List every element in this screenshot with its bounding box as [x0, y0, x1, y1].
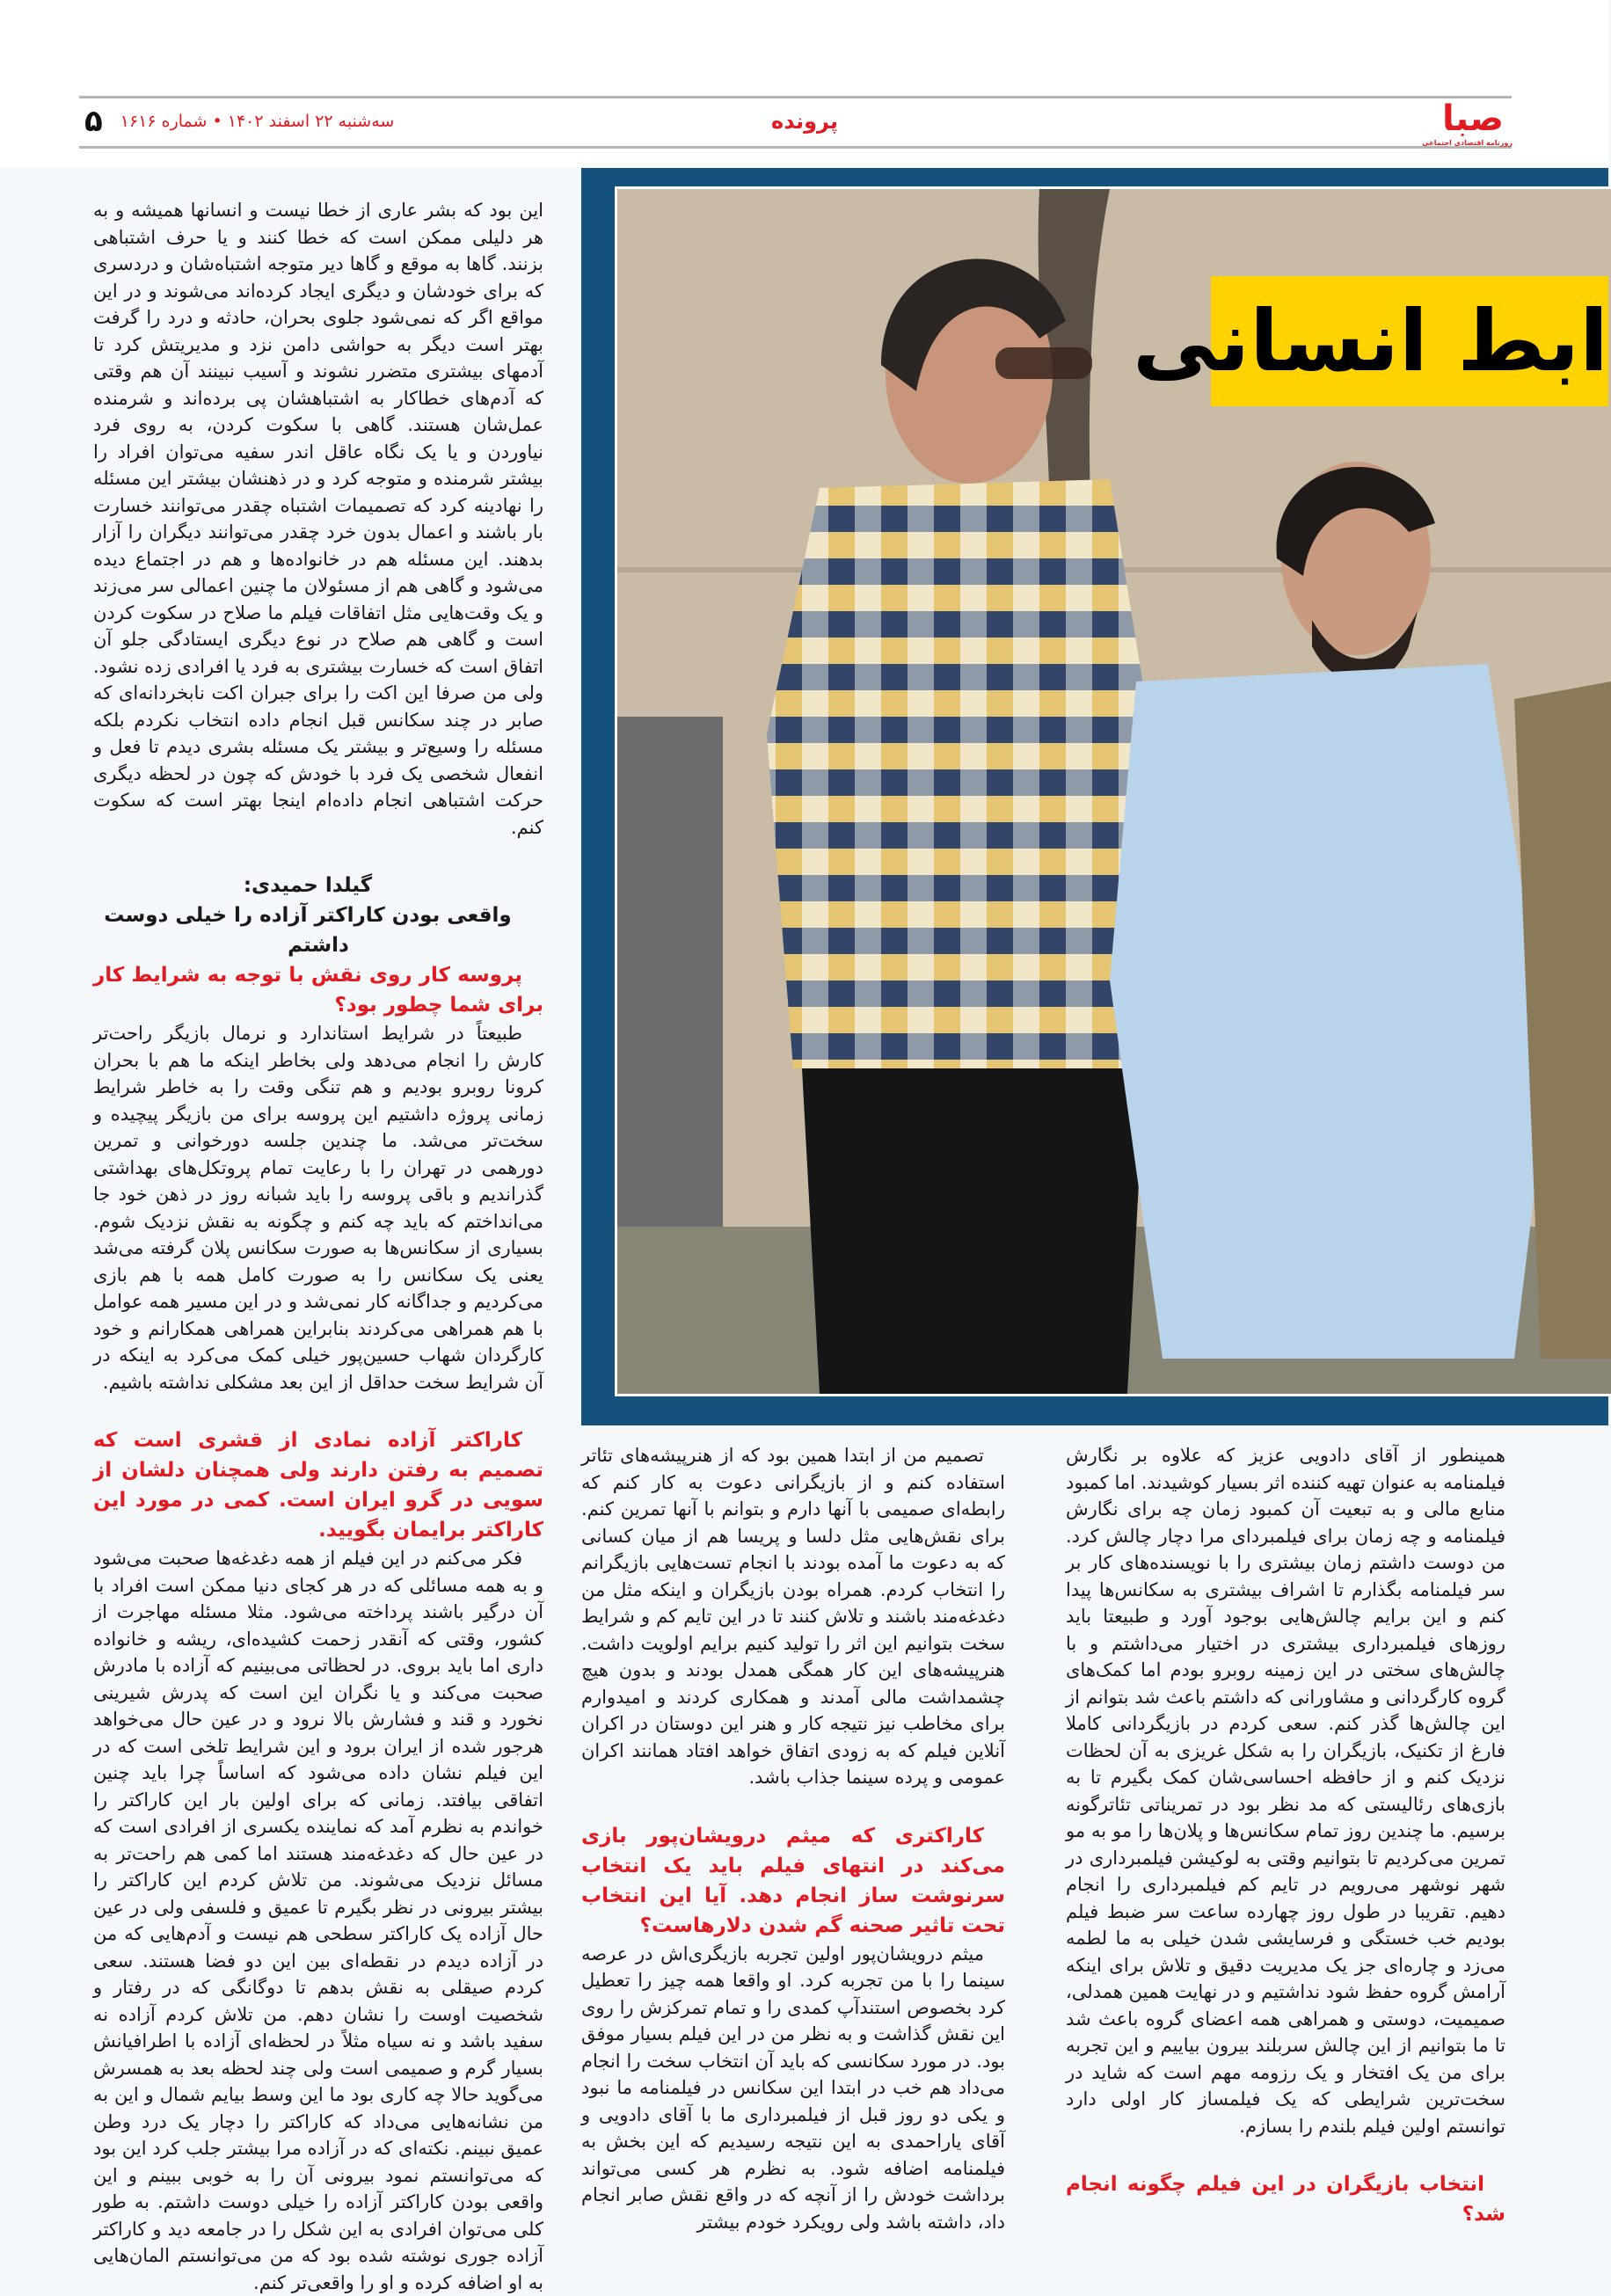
left-column	[93, 197, 543, 2296]
question: پروسه کار روی نقش با توجه به شرایط کار برای شما چطور بود؟	[93, 964, 543, 1017]
question: انتخاب بازیگران در این فیلم چگونه انجام شد؟	[1066, 2173, 1505, 2226]
divider	[79, 146, 1512, 149]
paragraph: فکر می‌کنم در این فیلم از همه دغدغه‌ها صحبت می‌شود و به همه مسائلی که در هر کجای دنیا ممکن است افراد با آن درگیر باشند پرداخته می‌شود. مثلا مسئله مهاجرت از کشور، وقتی که آنقدر زحمت کشیده‌ای، ریشه و خانواده داری اما باید بروی. در لحظاتی می‌بینیم که آزاده با مادرش صحبت می‌کند و یا نگران این است که پدرش شیرینی نخورد و قند و فشارش بالا نرود و در عین حال می‌خواهد هرجور شده از ایران برود و این شرایط تلخی است که در این فیلم نشان داده می‌شود که اساساً چرا باید چنین اتفاقی بیافتد. زمانی که برای اولین بار این کاراکتر را خواندم به نظرم آمد که نماینده یکسری از افرادی است که در عین حال که دغدغه‌مند هستند اما کمی هم راحت‌تر به مسائل نزدیک می‌شوند. من تلاش کردم این کاراکتر را بیشتر بیرونی در نظر بگیرم تا عمیق و فلسفی ولی در عین حال آزاده یک کاراکتر سطحی هم نیست و آدم‌هایی که من در آزاده دیدم در نقطه‌ای بین این دو فضا هستند. سعی کردم صیقلی به نقش بدهم تا دوگانگی که در رفتار و شخصیت اوست را نشان دهم. من تلاش کردم آزاده نه سفید باشد و نه سیاه مثلاً در لحظه‌ای آزاده با اطرافیانش بسیار گرم و صمیمی است ولی چند لحظه بعد به همسرش می‌گوید حالا چه کاری بود ما این وسط بیایم شمال و این به من نشانه‌هایی می‌داد که کاراکتر را دچار یک درد وطن عمیق نبینم. نکته‌ای که در آزاده مرا بیشتر جلب کرد این بود که می‌توانستم نمود بیرونی آن را به خوبی ببینم و این واقعی بودن کاراکتر آزاده را خیلی دوست داشتم. به طور کلی می‌توان افرادی به این شکل را در جامعه دید و کاراکتر آزاده جوری نوشته شده بود که من می‌توانستم المان‌هایی به او اضافه کرده و او را واقعی‌تر کنم.	[93, 1548, 543, 2293]
paragraph: تصمیم من از ابتدا همین بود که از هنرپیشه‌های تئاتر استفاده کنم و از بازیگرانی دعوت به کار کنم که رابطه‌ای صمیمی با آنها دارم و بتوانم با آنها تمرین کنم. برای نقش‌هایی مثل دلسا و پریسا هم از میان کسانی که به دعوت ما آمده بودند با انجام تست‌هایی بازیگرانم را انتخاب کردم. همراه بودن بازیگران و اینکه مثل من دغدغه‌مند باشند و تلاش کنند تا در این تایم کم و شرایط سخت بتوانیم این اثر را تولید کنیم برایم اولویت داشت. هنرپیشه‌های این کار همگی همدل بودند و بدون هیچ چشمداشت مالی آمدند و همکاری کردند و امیدوارم برای مخاطب نیز نتیجه کار و هنر این دوستان در اکران آنلاین فیلم که به زودی اتفاق خواهد افتاد همانند اکران عمومی و پرده سینما جذاب باشد.	[581, 1445, 1005, 1788]
middle-column	[581, 1442, 1005, 2235]
divider	[79, 96, 1512, 98]
paragraph: همینطور از آقای دادویی عزیز که علاوه بر نگارش فیلمنامه به عنوان تهیه کننده اثر بسیار کوشیدند. اما کمبود منابع مالی و به تبعیت آن کمبود زمان چه برای نگارش فیلمنامه و چه زمان برای فیلمبردای مرا دچار چالش کرد. من دوست داشتم زمان بیشتری را با نویسنده‌های کار بر سر فیلمنامه بگذارم تا اشراف بیشتری به سکانس‌ها پیدا کنم و این برایم چالش‌هایی بوجود آورد و طبیعتا باید روزهای فیلمبرداری بیشتری در اختیار می‌داشتم و با چالش‌های سختی در این زمینه روبرو بودم اما کمک‌های گروه کارگردانی و مشاورانی که داشتم باعث شد بتوانم از این چالش‌ها گذر کنم. سعی کردم در بازیگردانی کاملا فارغ از تکنیک، بازیگران را به شکل غریزی به آن لحظات نزدیک کنم و از حافظه احساسی‌شان کمک بگیرم تا به بازی‌های رئالیستی که مد نظر بود در تمریناتی تئاترگونه برسیم. ما چندین روز تمام سکانس‌ها و پلان‌ها را مو به مو تمرین می‌کردیم تا بتوانیم وقتی به لوکیشن فیلمبرداری در شهر نوشهر می‌رویم در تایم کم فیلمبرداری را انجام دهیم. تقریبا در طول روز چهارده ساعت سر ضبط فیلم بودیم خب خستگی و فرسایشی شدن خیلی به ما لطمه می‌زد و چاره‌ای جز یک مدیریت دقیق و تلاش برای اینکه آرامش گروه حفظ شود نداشتیم و در نهایت همین همدلی، صمیمیت، دوستی و همراهی همه اعضای گروه باعث شد تا ما بتوانیم از این چالش سربلند بیرون بیاییم و این تجربه برای من یک افتخار و یک رزومه مهم است که شاید در سخت‌ترین شرایطی که یک فیلمساز کار اولی دارد توانستم اولین فیلم بلندم را بسازم.	[1066, 1445, 1505, 2137]
issue-dateline: سه‌شنبه ۲۲ اسفند ۱۴۰۲ • شماره ۱۶۱۶	[120, 112, 395, 131]
logo-text: صبا	[1442, 98, 1504, 139]
question: کاراکتر آزاده نمادی از قشری است که تصمیم به رفتن دارند ولی همچنان دلشان از سویی در گرو ایران است. کمی در مورد این کاراکتر برایمان بگویید.	[93, 1429, 543, 1542]
interviewee-name: گیلدا حمیدی:	[243, 874, 373, 897]
right-column	[1066, 1442, 1505, 2229]
masthead	[0, 0, 1608, 167]
subheading: واقعی بودن کاراکتر آزاده را خیلی دوست داشتم	[104, 904, 512, 957]
question: کاراکتری که میثم درویشان‌پور بازی می‌کند در انتهای فیلم باید یک انتخاب سرنوشت ساز انجام دهد. آیا این انتخاب تحت تاثیر صحنه گم شدن دلارهاست؟	[581, 1824, 1005, 1937]
logo-subtitle: روزنامه اقتصادی اجتماعی	[1422, 139, 1513, 147]
page-number: ۵	[84, 104, 103, 139]
headline: ابط انسانی	[1211, 276, 1608, 406]
newspaper-logo	[1422, 98, 1513, 148]
paragraph: میثم درویشان‌پور اولین تجربه بازیگری‌اش در عرصه سینما را با من تجربه کرد. او واقعا همه چیز را تعطیل کرد بخصوص استندآپ کمدی را و تمام تمرکزش را روی این نقش گذاشت و به نظر من در این فیلم بسیار موفق بود. در مورد سکانسی که باید آن انتخاب سخت را انجام می‌داد هم خب در ابتدا این سکانس در فیلمنامه ما نبود و یکی دو روز قبل از فیلمبرداری ما با آقای دادویی و آقای یاراحمدی به این نتیجه رسیدیم که این بخش به فیلمنامه اضافه شود. به نظرم هر کسی می‌تواند برداشت خودش را از آنچه که در واقع نقش صابر انجام داد، داشته باشد ولی رویکرد خودم بیشتر	[581, 1942, 1005, 2233]
paragraph: این بود که بشر عاری از خطا نیست و انسانها همیشه و به هر دلیلی ممکن است که خطا کنند و یا حرف اشتباهی بزنند. گاها به موقع و گاها دیر متوجه اشتباه‌شان و دردسری که برای خودشان و دیگری ایجاد کرده‌اند می‌شوند و در این مواقع اگر که نمی‌شود جلوی بحران، حادثه و درد را گرفت بهتر است دیگر به حواشی دامن نزد و مدیریتش کرد تا آدمهای بیشتری متضرر نشوند و آسیب نبینند آن هم وقتی که آدم‌های خطاکار به اشتباهشان پی برده‌اند و شرمنده عمل‌شان هستند. گاهی با سکوت کردن، به روی فرد نیاوردن و یا یک نگاه عاقل اندر سفیه می‌توان افراد را بیشتر شرمنده و متوجه کرد و در ذهنشان بیشتر این مسئله را نهادینه کرد که تصمیمات اشتباه چقدر می‌توانند خسارت بار باشند و اعمال بدون خرد چقدر می‌توانند دیگران را آزار بدهند. این مسئله هم در خانواده‌ها و هم در اجتماع دیده می‌شود و گاهی هم از مسئولان ما چنین اعمالی سر می‌زند و یک وقت‌هایی مثل اتفاقات فیلم ما صلاح در سکوت کردن است و گاهی هم صلاح در نوع دیگری ایستادگی جلو آن اتفاق است که خسارت بیشتری به فرد یا افرادی زده نشود. ولی من صرفا این اکت را برای جبران اکت نابخردانه‌ای که صابر در چند سکانس قبل انجام داده انتخاب نکردم بلکه مسئله را وسیع‌تر و بیشتر یک مسئله بشری دیدم تا فعل و انفعال شخصی یک فرد با خودش که چون در لحظه دیگری حرکت اشتباهی انجام داده‌ام اینجا بهتر است که سکوت کنم.	[93, 200, 543, 838]
paragraph: طبیعتاً در شرایط استاندارد و نرمال بازیگر راحت‌تر کارش را انجام می‌دهد ولی بخاطر اینکه ما هم با بحران کرونا روبرو بودیم و هم تنگی وقت را به خاطر شرایط زمانی پروژه داشتیم این پروسه برای من بازیگر پیچیده و سخت‌تر می‌شد. ما چندین جلسه دورخوانی و تمرین دورهمی در تهران را با رعایت تمام پروتکل‌های بهداشتی گذراندیم و باقی پروسه را باید شبانه روز در ذهن خود جا می‌انداختم که باید چه کنم و چگونه به نقش نزدیک شوم. بسیاری از سکانس‌ها به صورت سکانس پلان گرفته می‌شد یعنی یک سکانس را به صورت کامل همه با هم بازی می‌کردیم و جداگانه کار نمی‌شد و در این مسیر همه عوامل با هم همراهی می‌کردند بنابراین همراهی همکارانم و خود کارگردان شهاب حسین‌پور خیلی کمک می‌کرد به اینکه در آن شرایط سخت حداقل از این بعد مشکلی نداشته باشیم.	[93, 1023, 543, 1393]
issue-info	[84, 102, 394, 141]
section-title: پرونده	[771, 109, 838, 134]
